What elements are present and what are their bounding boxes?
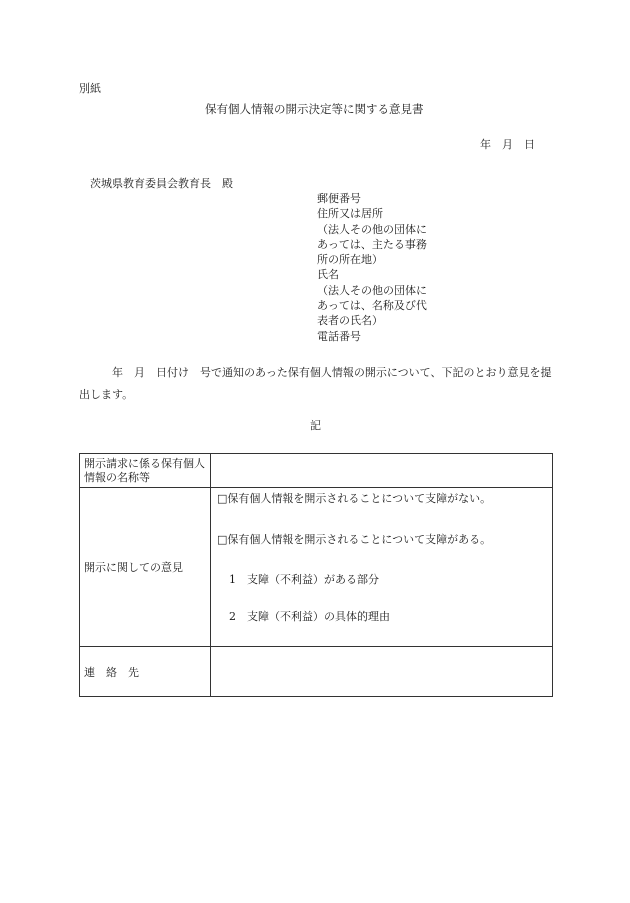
opinion-table bbox=[79, 453, 553, 697]
table-row bbox=[80, 488, 553, 647]
row-label-request-info: 開示請求に係る保有個人情報の名称等 bbox=[80, 454, 211, 488]
option-no-issue[interactable]: □保有個人情報を開示されることについて支障がない。 bbox=[217, 492, 492, 505]
date-line: 年 月 日 bbox=[480, 138, 535, 151]
addressee: 茨城県教育委員会教育長 殿 bbox=[90, 177, 233, 190]
issue-item-1: 1 支障（不利益）がある部分 bbox=[229, 573, 379, 586]
sender-line: 住所又は居所 bbox=[317, 207, 383, 221]
sender-line: 氏名 bbox=[317, 268, 339, 282]
sender-line: （法人その他の団体に bbox=[317, 283, 427, 297]
issue-item-2: 2 支障（不利益）の具体的理由 bbox=[229, 610, 390, 623]
sender-line: （法人その他の団体に bbox=[317, 222, 427, 236]
opinion-cell bbox=[211, 488, 553, 647]
document-title: 保有個人情報の開示決定等に関する意見書 bbox=[205, 102, 424, 116]
table-row bbox=[80, 454, 553, 488]
attachment-label: 別紙 bbox=[79, 82, 101, 95]
sender-line: 電話番号 bbox=[317, 329, 361, 343]
sender-line: あっては、名称及び代 bbox=[317, 299, 427, 313]
row-label-contact: 連 絡 先 bbox=[80, 647, 211, 697]
sender-line: 所の所在地） bbox=[317, 253, 383, 267]
body-paragraph: 年 月 日付け 号で通知のあった保有個人情報の開示について、下記のとおり意見を提出します。 bbox=[79, 366, 552, 401]
request-info-field[interactable] bbox=[211, 454, 553, 488]
sender-line: 郵便番号 bbox=[317, 192, 361, 205]
table-row bbox=[80, 647, 553, 697]
contact-field[interactable] bbox=[211, 647, 553, 697]
row-label-opinion: 開示に関しての意見 bbox=[80, 488, 211, 647]
sender-info bbox=[317, 191, 427, 344]
sender-line: 表者の氏名） bbox=[317, 314, 383, 328]
sender-line: あっては、主たる事務 bbox=[317, 237, 427, 251]
ki-heading: 記 bbox=[310, 419, 321, 432]
option-issue[interactable]: □保有個人情報を開示されることについて支障がある。 bbox=[217, 533, 492, 546]
